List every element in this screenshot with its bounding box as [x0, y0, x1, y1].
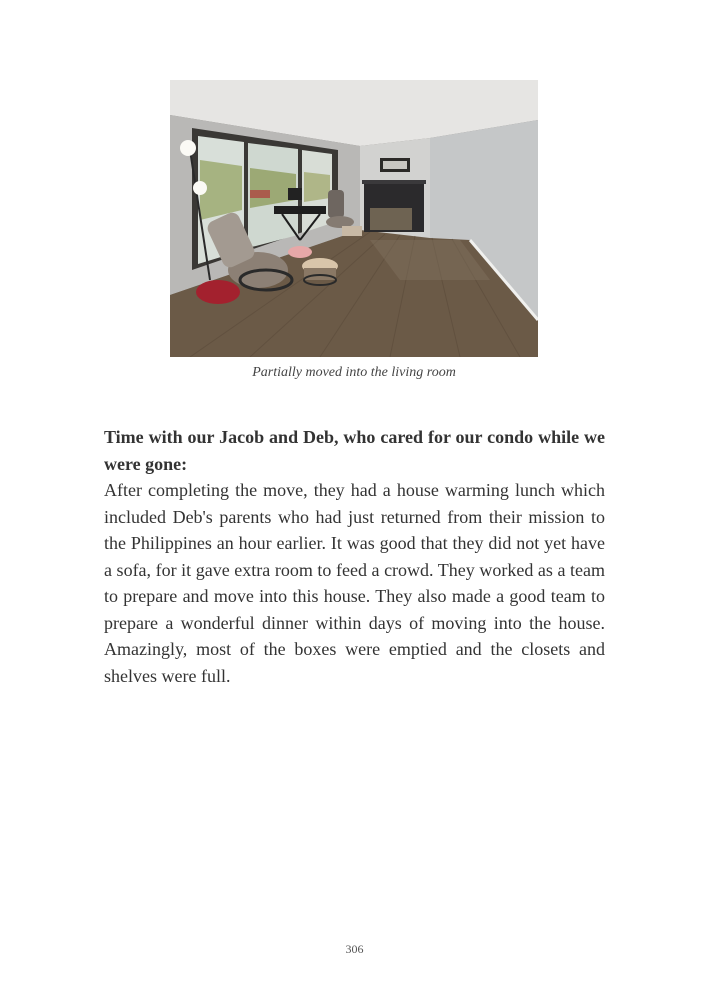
section-heading: Time with our Jacob and Deb, who cared for our condo while we were gone:: [104, 427, 605, 474]
living-room-photo: [170, 80, 538, 357]
photo-caption: Partially moved into the living room: [252, 365, 456, 380]
article-content: [104, 424, 605, 689]
page-number: 306: [345, 942, 364, 956]
body-paragraph: After completing the move, they had a house warming lunch which included Deb's parents who had just returned from their mission to the Philippines an hour earlier. It was good that they did not yet have a sofa, for it gave extra room to feed a crowd. They worked as a team to prepare and move into this house. They also made a good team to prepare a wonderful dinner within days of moving into the house. Amazingly, most of the boxes were emptied and the closets and shelves were full.: [104, 480, 605, 686]
